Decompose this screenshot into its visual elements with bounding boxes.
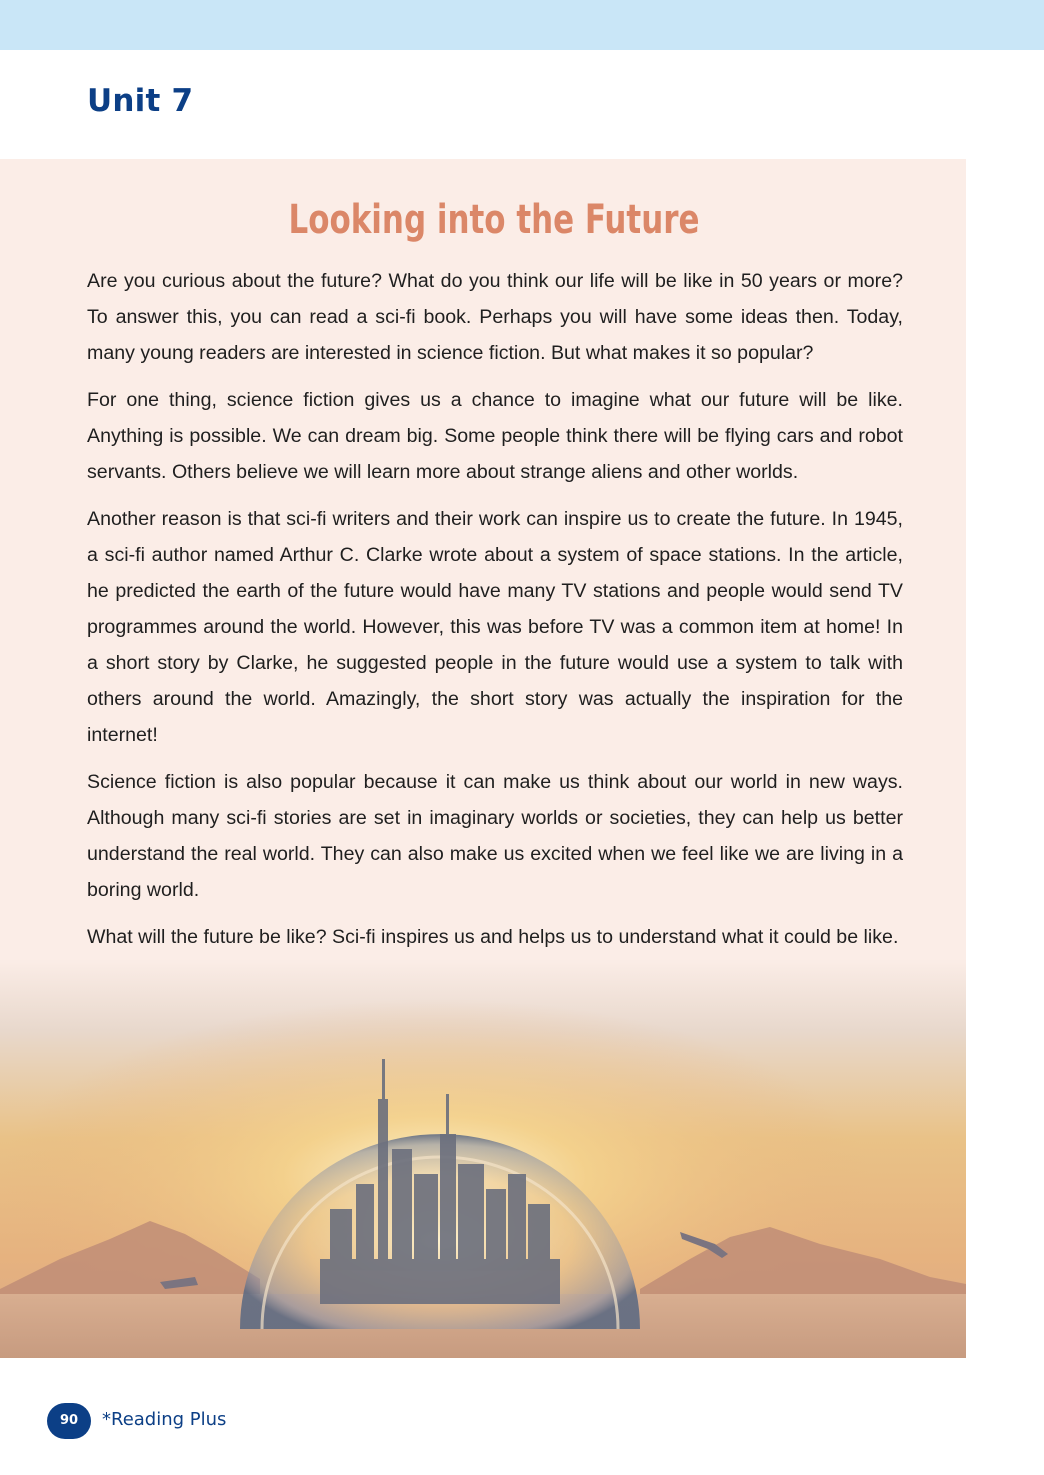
article-panel <box>0 159 966 1358</box>
domed-city-illustration <box>0 959 966 1358</box>
unit-heading: Unit 7 <box>87 83 194 119</box>
top-color-band <box>0 0 1044 50</box>
paragraph-5: What will the future be like? Sci-fi inspires us and helps us to understand what it could be like. <box>87 926 899 948</box>
paragraph-2: For one thing, science fiction gives us a chance to imagine what our future will be like. Anything is possible. We can dream big. Some people think there will be flying cars and robot servants. Others believe we will learn more about strange aliens and other worlds. <box>87 389 903 483</box>
section-label: *Reading Plus <box>102 1409 227 1430</box>
paragraph-1: Are you curious about the future? What do you think our life will be like in 50 years or more? To answer this, you can read a sci-fi book. Perhaps you will have some ideas then. Today, many young readers are interested in science fiction. But what makes it so popular? <box>87 270 903 364</box>
article-body <box>87 263 903 966</box>
article-title: Looking into the Future <box>288 197 700 243</box>
page-number-badge: 90 <box>47 1403 91 1439</box>
paragraph-4: Science fiction is also popular because it can make us think about our world in new ways. Although many sci-fi stories are set in imaginary worlds or societies, they can help us better understand the real world. They can also make us excited when we feel like we are living in a boring world. <box>87 771 903 901</box>
paragraph-3: Another reason is that sci-fi writers and their work can inspire us to create the future. In 1945, a sci-fi author named Arthur C. Clarke wrote about a system of space stations. In the article, he predicted the earth of the future would have many TV stations and people would send TV programmes around the world. However, this was before TV was a common item at home! In a short story by Clarke, he suggested people in the future would use a system to talk with others around the world. Amazingly, the short story was actually the inspiration for the internet! <box>87 508 903 746</box>
